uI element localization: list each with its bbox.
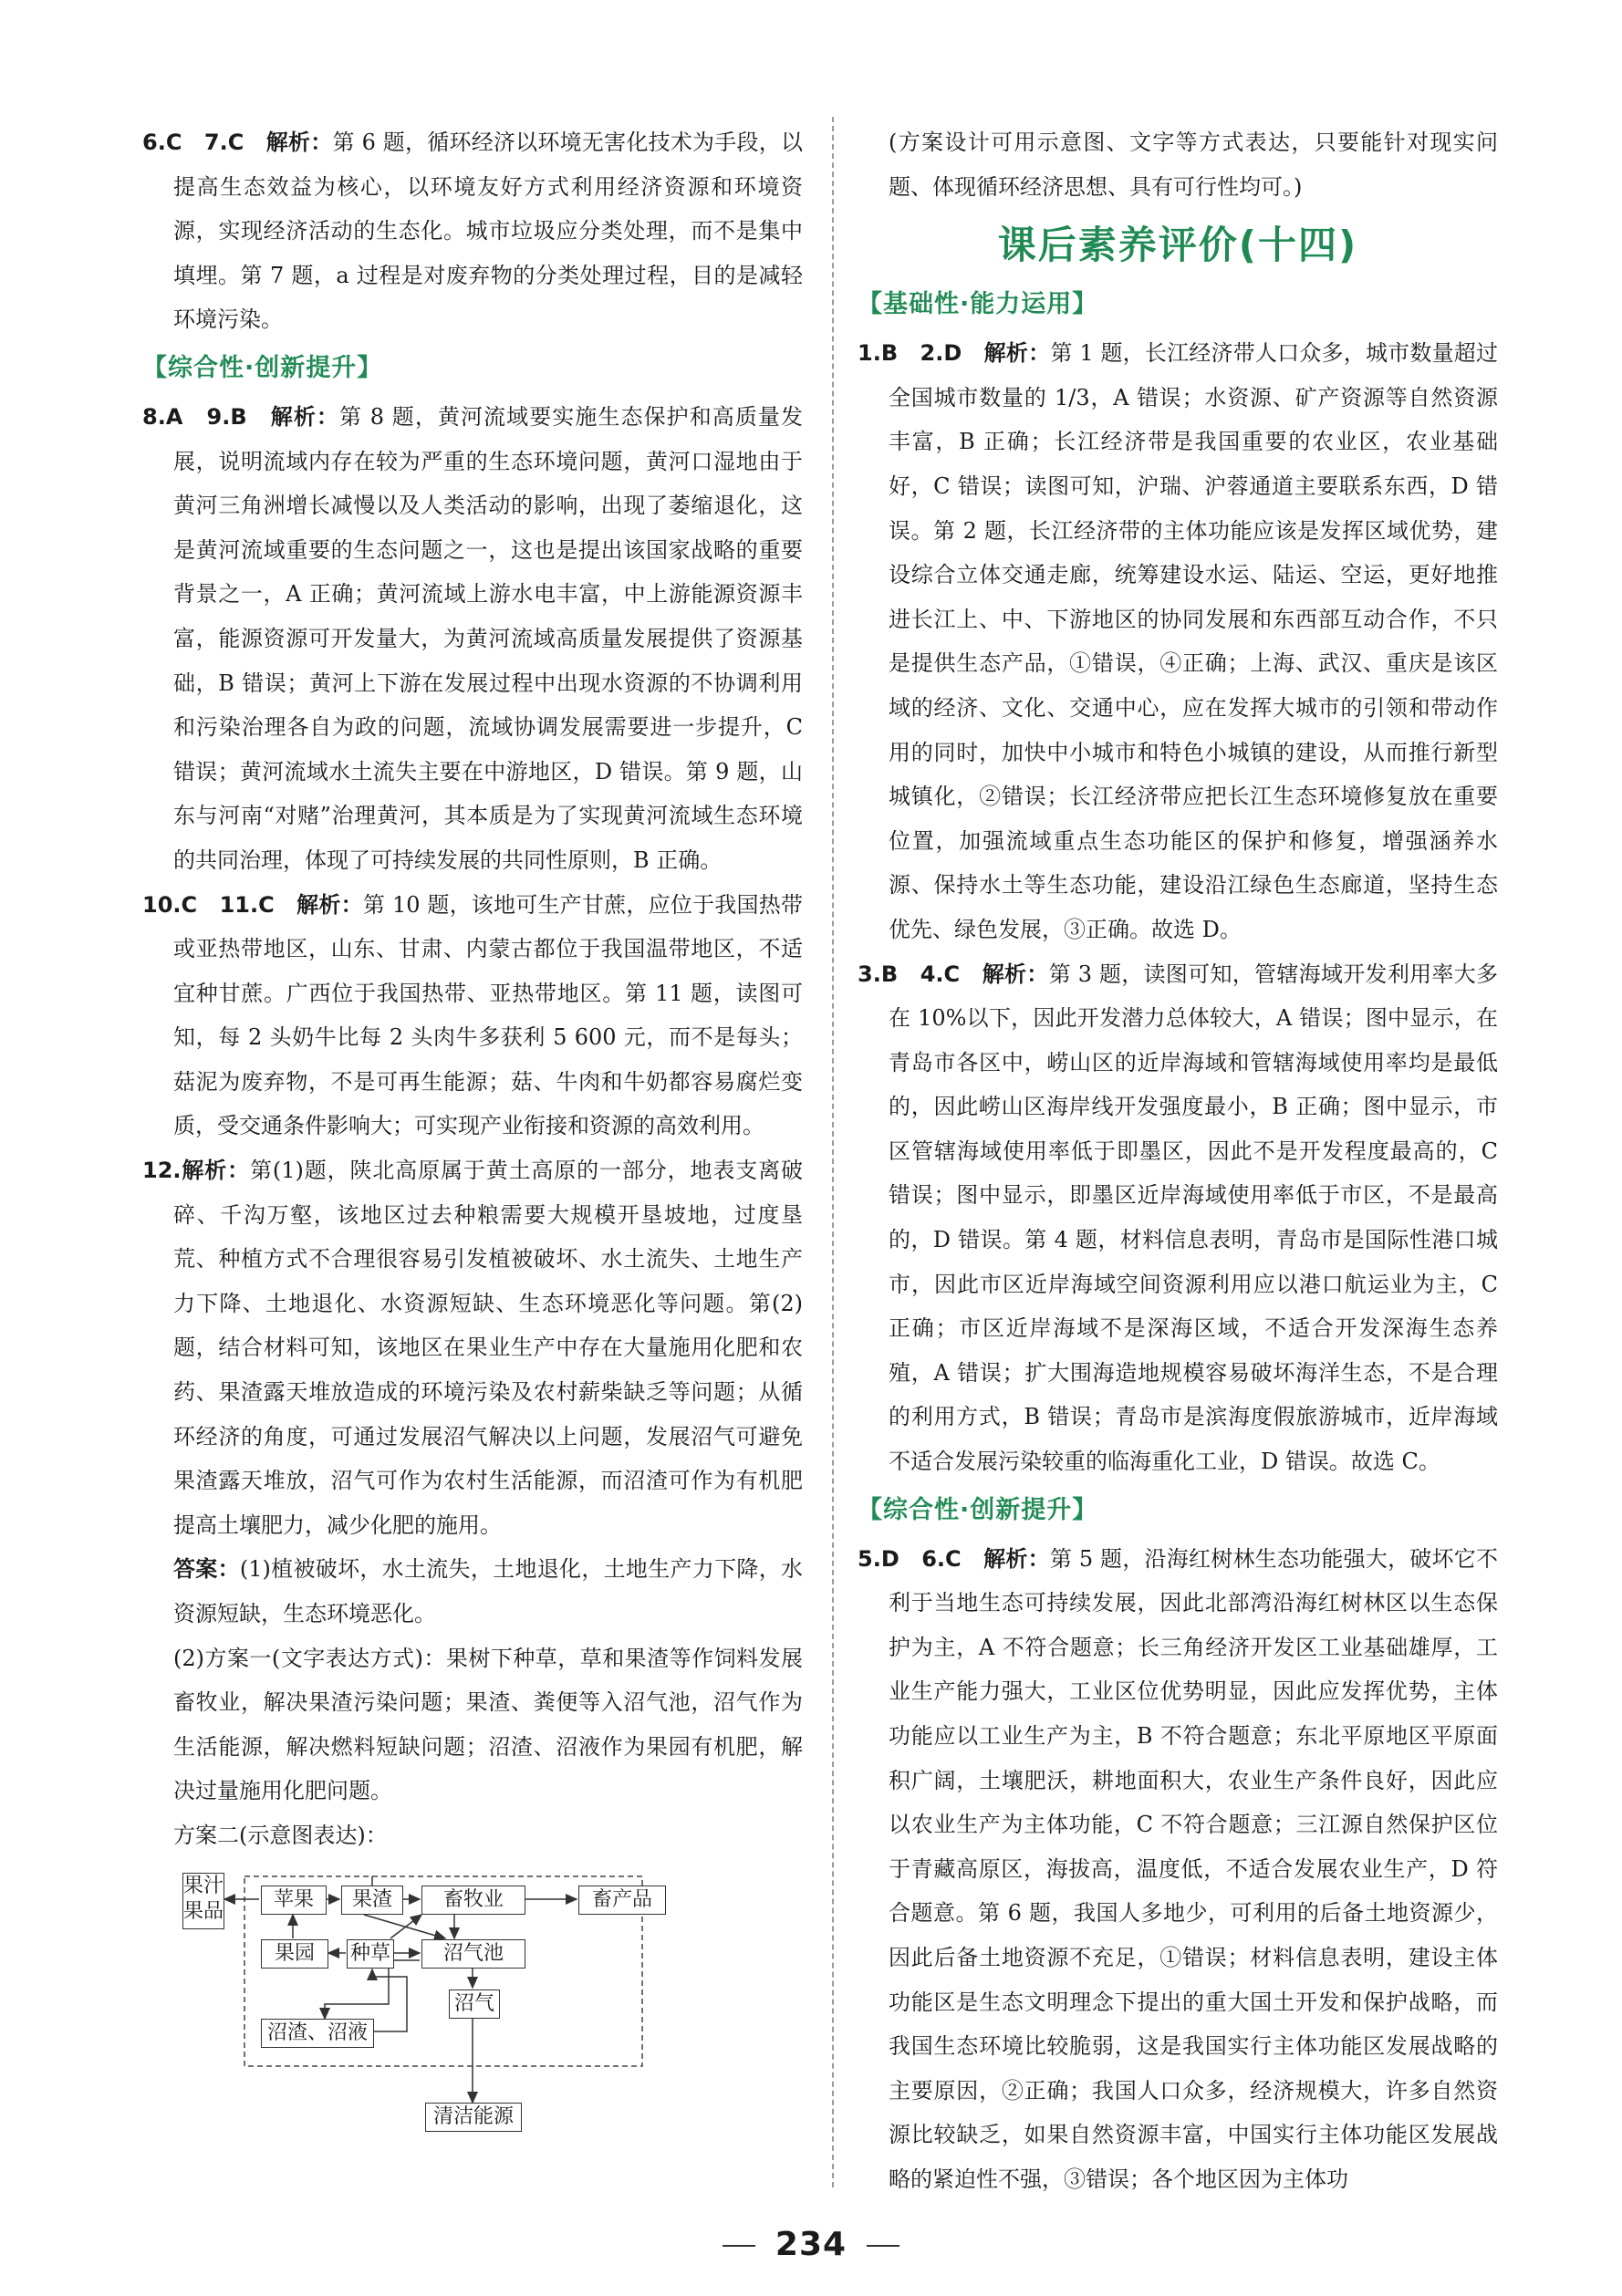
analysis-text: 第 1 题，长江经济带人口众多，城市数量超过全国城市数量的 1/3，A 错误；水资源、矿产资源等自然资源丰富，B 正确；长江经济带是我国重要的农业区，农业基础好，C 错误；读图可知，沪瑞、沪蓉通道主要联系东西，D 错误。第 2 题，长江经济带的主体功能应该是发挥区域优势，建设综合立体交通走廊，统筹建设水运、陆运、空运，更好地推进长江上、中、下游地区的协同发展和东西部互动合作，不只是提供生态产品，①错误，④正确；上海、武汉、重庆是该区域的经济、文化、交通中心，应在发挥大城市的引领和带动作用的同时，加快中小城市和特色小城镇的建设，从而推行新型城镇化，②错误；长江经济带应把长江生态环境修复放在重要位置，加强流域重点生态功能区的保护和修复，增强涵养水源、保持水土等生态功能，建设沿江绿色生态廊道，坚持生态优先、绿色发展，③正确。故选 D。 <box>889 340 1498 942</box>
page-number-dash <box>867 2245 899 2247</box>
box-biogas: 沼气 <box>449 1990 500 2019</box>
page-number-value: 234 <box>775 2226 847 2263</box>
answer-12-part3: 方案二(示意图表达)： <box>173 1822 388 1848</box>
answer-text: (1)植被破坏，水土流失，土地退化，土地生产力下降，水资源短缺，生态环境恶化。 <box>173 1556 803 1626</box>
answer-keyword: 答案： <box>173 1556 240 1583</box>
answer-5-6 <box>858 1537 1498 2202</box>
circular-economy-diagram <box>179 1867 690 2141</box>
column-divider <box>832 117 834 2187</box>
answer-label: 8.A 9.B 解析： <box>142 403 340 430</box>
box-apple: 苹果 <box>261 1886 327 1915</box>
answer-label: 12.解析： <box>142 1158 250 1184</box>
design-note: (方案设计可用示意图、文字等方式表达，只要能针对现实问题、体现循环经济思想、具有可行性均可。) <box>889 130 1498 200</box>
box-juice-products: 果汁果品 <box>182 1873 224 1929</box>
box-residue: 沼渣、沼液 <box>261 2019 374 2048</box>
answer-12 <box>142 1148 803 1547</box>
answer-6-7 <box>142 120 803 342</box>
box-clean-energy: 清洁能源 <box>425 2103 522 2132</box>
box-livestock: 畜牧业 <box>421 1886 525 1915</box>
page-title: 课后素养评价(十四) <box>997 223 1358 268</box>
analysis-text: 第 6 题，循环经济以环境无害化技术为手段，以提高生态效益为核心，以环境友好方式利用经济资源和环境资源，实现经济活动的生态化。城市垃圾应分类处理，而不是集中填埋。第 7 题，a 过程是对废弃物的分类处理过程，目的是减轻环境污染。 <box>173 130 803 333</box>
left-column <box>142 120 803 2141</box>
answer-8-9 <box>142 395 803 883</box>
answer-12-part2: (2)方案一(文字表达方式)：果树下种草，草和果渣等作饲料发展畜牧业，解决果渣污染问题；果渣、粪便等入沼气池，沼气作为生活能源，解决燃料短缺问题；沼渣、沼液作为果园有机肥，解决过量施用化肥问题。 <box>173 1645 803 1804</box>
section-heading-comprehensive: 【综合性·创新提升】 <box>858 1495 1098 1524</box>
box-animal-products: 畜产品 <box>578 1886 666 1915</box>
answer-label: 6.C 7.C 解析： <box>142 130 333 155</box>
answer-label: 1.B 2.D 解析： <box>858 340 1051 367</box>
page-number-dash <box>723 2245 755 2247</box>
answer-label: 3.B 4.C 解析： <box>858 961 1049 987</box>
section-heading-basic: 【基础性·能力运用】 <box>858 290 1098 319</box>
box-orchard: 果园 <box>261 1939 328 1969</box>
box-pomace: 果渣 <box>341 1886 403 1915</box>
answer-10-11 <box>142 883 803 1149</box>
box-biogas-pit: 沼气池 <box>421 1939 525 1969</box>
answer-label: 5.D 6.C 解析： <box>858 1545 1050 1572</box>
answer-12-part1 <box>142 1547 803 1636</box>
answer-3-4 <box>858 952 1498 1484</box>
page-number <box>0 2226 1622 2263</box>
section-heading-comprehensive: 【综合性·创新提升】 <box>142 353 383 382</box>
right-column <box>858 120 1498 2202</box>
box-grass: 种草 <box>347 1939 394 1969</box>
answer-1-2 <box>858 331 1498 951</box>
analysis-text: 第 5 题，沿海红树林生态功能强大，破坏它不利于当地生态可持续发展，因此北部湾沿海红树林区以生态保护为主，A 不符合题意；长三角经济开发区工业基础雄厚，工业生产能力强大，工业区位优势明显，因此应发挥优势，主体功能应以工业生产为主，B 不符合题意；东北平原地区平原面积广阔，土壤肥沃，耕地面积大，农业生产条件良好，因此应以农业生产为主体功能，C 不符合题意；三江源自然保护区位于青藏高原区，海拔高，温度低，不适合发展农业生产，D 符合题意。第 6 题，我国人多地少，可利用的后备土地资源少，因此后备土地资源不充足，①错误；材料信息表明，建设主体功能区是生态文明理念下提出的重大国土开发和保护战略，而我国生态环境比较脆弱，这是我国实行主体功能区发展战略的主要原因，②正确；我国人口众多，经济规模大，许多自然资源比较缺乏，如果自然资源丰富，中国实行主体功能区发展战略的紧迫性不强，③错误；各个地区因为主体功 <box>889 1545 1499 2192</box>
analysis-text: 第 8 题，黄河流域要实施生态保护和高质量发展，说明流域内存在较为严重的生态环境问题，黄河口湿地由于黄河三角洲增长减慢以及人类活动的影响，出现了萎缩退化，这是黄河流域重要的生态问题之一，这也是提出该国家战略的重要背景之一，A 正确；黄河流域上游水电丰富，中上游能源资源丰富，能源资源可开发量大，为黄河流域高质量发展提供了资源基础，B 错误；黄河上下游在发展过程中出现水资源的不协调利用和污染治理各自为政的问题，流域协调发展需要进一步提升，C 错误；黄河流域水土流失主要在中游地区，D 错误。第 9 题，山东与河南“对赌”治理黄河，其本质是为了实现黄河流域生态环境的共同治理，体现了可持续发展的共同性原则，B 正确。 <box>173 403 803 873</box>
analysis-text: 第 10 题，该地可生产甘蔗，应位于我国热带或亚热带地区，山东、甘肃、内蒙古都位于我国温带地区，不适宜种甘蔗。广西位于我国热带、亚热带地区。第 11 题，读图可知，每 2 头奶牛比每 2 头肉牛多获利 5 600 元，而不是每头；菇泥为废弃物，不是可再生能源；菇、牛肉和牛奶都容易腐烂变质，受交通条件影响大；可实现产业衔接和资源的高效利用。 <box>173 891 803 1139</box>
answer-label: 10.C 11.C 解析： <box>142 891 363 918</box>
analysis-text: 第(1)题，陕北高原属于黄土高原的一部分，地表支离破碎、千沟万壑，该地区过去种粮需要大规模开垦坡地，过度垦荒、种植方式不合理很容易引发植被破坏、水土流失、土地生产力下降、土地退化、水资源短缺、生态环境恶化等问题。第(2)题，结合材料可知，该地区在果业生产中存在大量施用化肥和农药、果渣露天堆放造成的环境污染及农村薪柴缺乏等问题；从循环经济的角度，可通过发展沼气解决以上问题，发展沼气可避免果渣露天堆放，沼气可作为农村生活能源，而沼渣可作为有机肥提高土壤肥力，减少化肥的施用。 <box>173 1158 803 1538</box>
analysis-text: 第 3 题，读图可知，管辖海域开发利用率大多在 10%以下，因此开发潜力总体较大，A 错误；图中显示，在青岛市各区中，崂山区的近岸海域和管辖海域使用率均是最低的，因此崂山区海岸线开发强度最小，B 正确；图中显示，市区管辖海域使用率低于即墨区，因此不是开发程度最高的，C 错误；图中显示，即墨区近岸海域使用率低于市区，不是最高的，D 错误。第 4 题，材料信息表明，青岛市是国际性港口城市，因此市区近岸海域空间资源利用应以港口航运业为主，C 正确；市区近岸海域不是深海区域，不适合开发深海生态养殖，A 错误；扩大围海造地规模容易破坏海洋生态，不是合理的利用方式，B 错误；青岛市是滨海度假旅游城市，近岸海域不适合发展污染较重的临海重化工业，D 错误。故选 C。 <box>889 961 1498 1475</box>
